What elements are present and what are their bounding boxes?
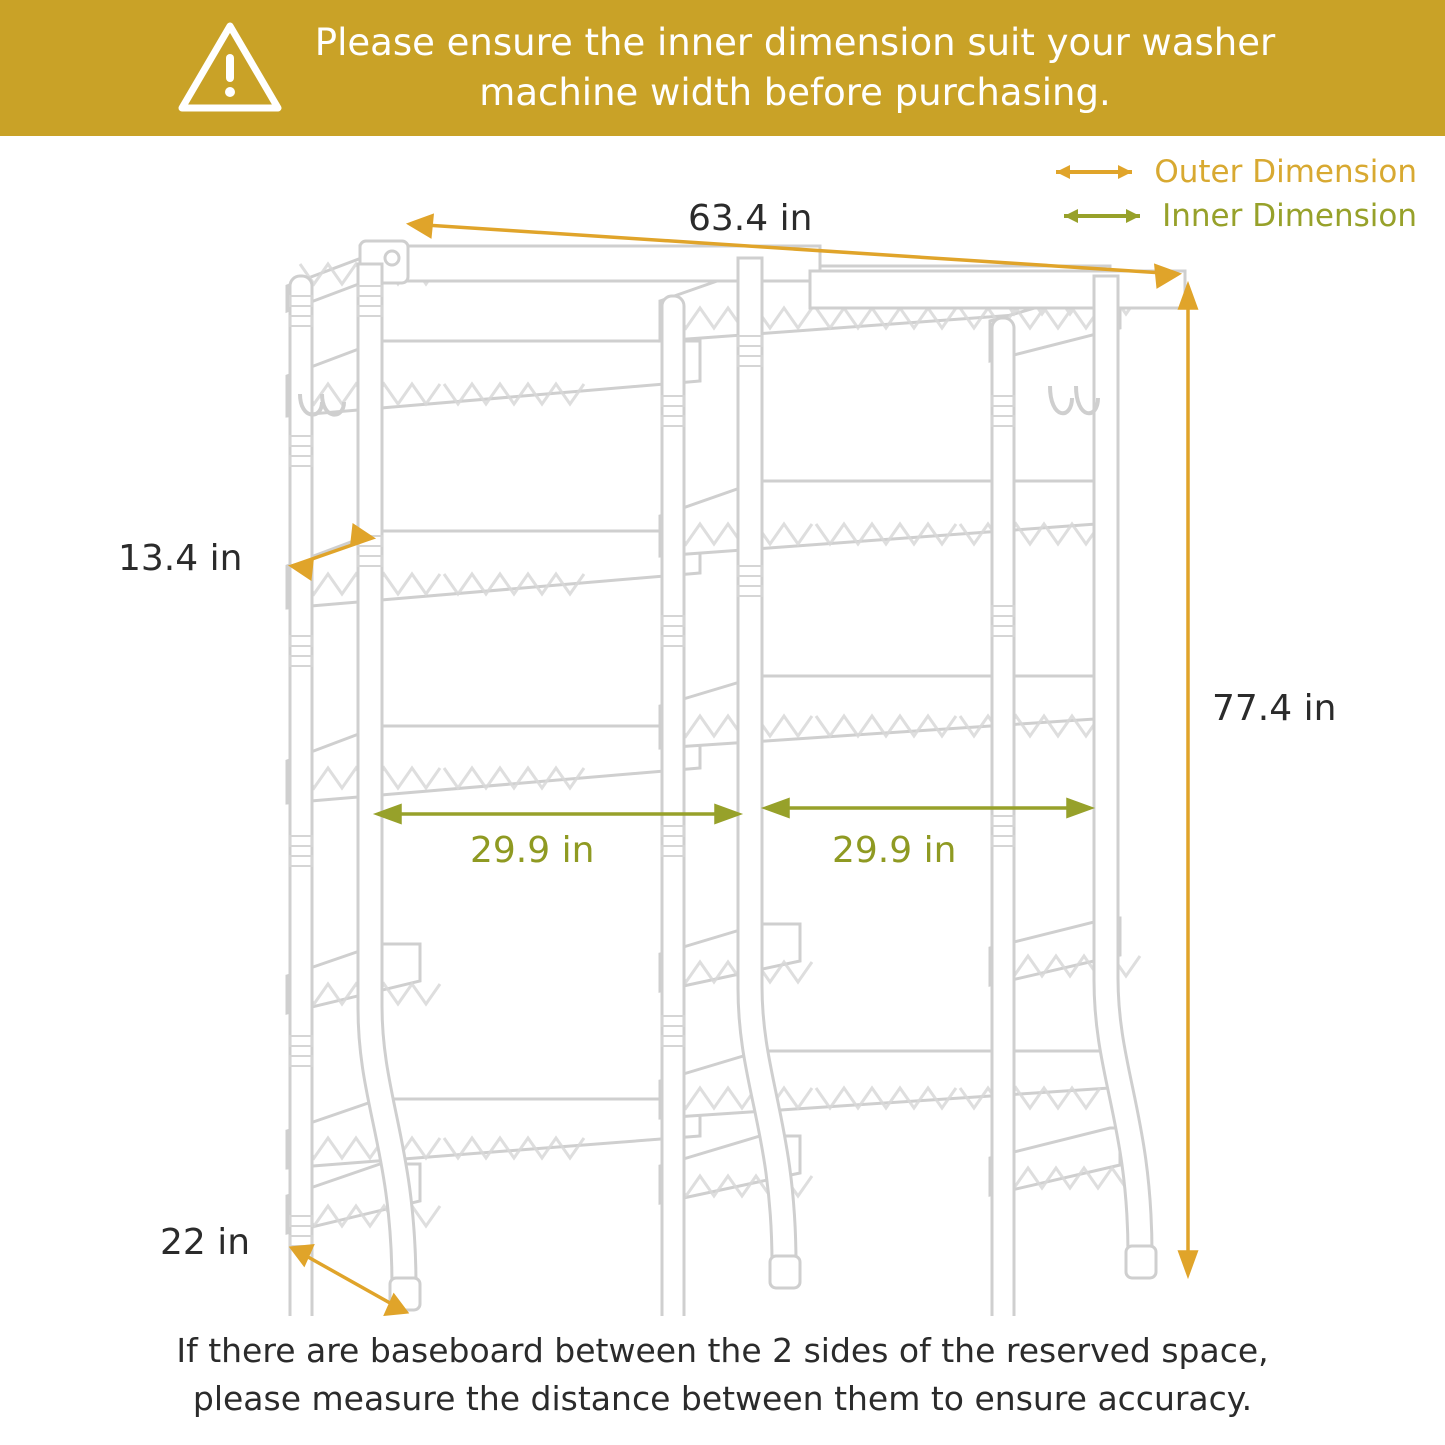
warning-banner	[0, 0, 1445, 136]
footnote	[0, 1327, 1445, 1423]
inner-dimension-lines	[378, 800, 1090, 822]
banner-text: Please ensure the inner dimension suit your washer machine width before purchasing.	[314, 21, 1276, 114]
dimension-bottom-depth: 22 in	[160, 1222, 251, 1263]
footnote-line-1: If there are baseboard between the 2 sides of the reserved space,	[176, 1331, 1269, 1371]
dimension-inner-left: 29.9 in	[470, 830, 595, 871]
footnote-line-2: please measure the distance between them to ensure accuracy.	[192, 1379, 1253, 1419]
warning-triangle-icon	[175, 16, 285, 120]
dimension-left-depth: 13.4 in	[118, 538, 243, 579]
dimension-right-height: 77.4 in	[1212, 688, 1337, 729]
legend-label-inner: Inner Dimension	[1162, 198, 1417, 234]
dimension-top-width: 63.4 in	[688, 198, 813, 239]
dimension-inner-right: 29.9 in	[832, 830, 957, 871]
legend-label-outer: Outer Dimension	[1154, 154, 1417, 190]
